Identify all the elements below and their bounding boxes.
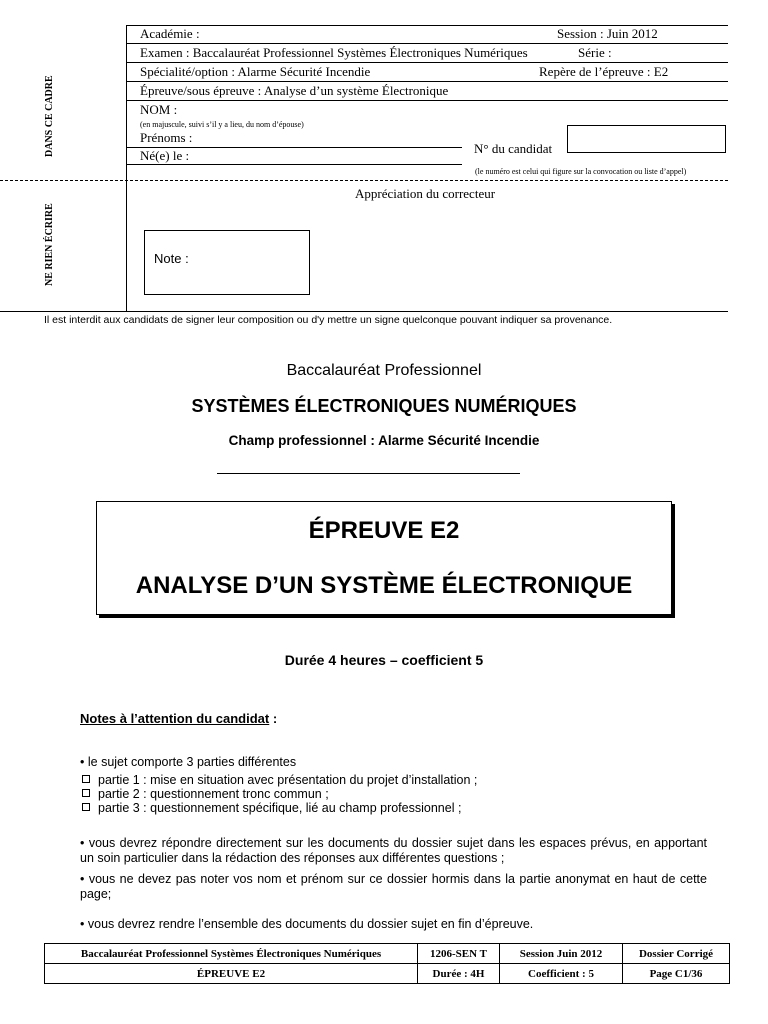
bullet-icon: • <box>80 755 85 769</box>
header-rule <box>126 81 728 82</box>
academie-label: Académie : <box>140 26 200 41</box>
prenoms-label: Prénoms : <box>140 130 193 145</box>
footer-table <box>44 943 730 984</box>
examen-label: Examen : Baccalauréat Professionnel Systèmes Électroniques Numériques <box>140 45 528 60</box>
cut-line <box>0 180 728 181</box>
margin-vertical-line <box>126 25 127 311</box>
epreuve-label: Épreuve/sous épreuve : Analyse d’un système Électronique <box>140 83 449 98</box>
candidat-label: N° du candidat <box>474 141 553 156</box>
partie-text: partie 1 : mise en situation avec présentation du projet d’installation ; <box>98 773 478 787</box>
ne-le-label: Né(e) le : <box>140 148 190 163</box>
partie-item <box>82 787 329 801</box>
partie-item <box>82 801 461 815</box>
notes-intro <box>80 755 296 769</box>
partie-text: partie 3 : questionnement spécifique, lié au champ professionnel ; <box>98 801 462 815</box>
candidat-hint: (le numéro est celui qui figure sur la convocation ou liste d’appel) <box>475 167 687 176</box>
notes-intro-text: le sujet comporte 3 parties différentes <box>87 755 297 769</box>
checkbox-square-icon <box>82 803 90 811</box>
footer-dossier: Dossier Corrigé <box>623 944 730 964</box>
checkbox-square-icon <box>82 775 90 783</box>
note-box <box>144 230 310 295</box>
note-label: Note : <box>154 251 189 266</box>
epreuve-title-box <box>96 501 672 615</box>
footer-coefficient: Coefficient : 5 <box>500 964 623 984</box>
footer-row <box>45 964 730 984</box>
bullet-icon: • <box>80 872 85 886</box>
epreuve-name: ANALYSE D’UN SYSTÈME ÉLECTRONIQUE <box>135 572 633 599</box>
footer-epreuve: ÉPREUVE E2 <box>45 964 418 984</box>
instruction-paragraph <box>80 917 707 932</box>
side-label-top: DANS CE CADRE <box>44 75 55 157</box>
field-title: Champ professionnel : Alarme Sécurité Incendie <box>228 433 540 448</box>
repere-label: Repère de l’épreuve : E2 <box>539 64 669 79</box>
epreuve-code: ÉPREUVE E2 <box>308 517 460 544</box>
serie-label: Série : <box>578 45 612 60</box>
session-label: Session : Juin 2012 <box>557 26 658 41</box>
candidat-number-field <box>567 125 726 153</box>
instruction-paragraph <box>80 872 707 902</box>
header-rule <box>0 311 728 312</box>
instruction-text: vous ne devez pas noter vos nom et prénom sur ce dossier hormis dans la partie anonymat en haut de cette page; <box>80 872 707 901</box>
nom-label: NOM : <box>140 102 178 117</box>
notes-heading-text: Notes à l’attention du candidat <box>80 711 270 726</box>
header-rule <box>126 43 728 44</box>
footer-row <box>45 944 730 964</box>
appreciation-label: Appréciation du correcteur <box>355 186 496 201</box>
instruction-text: vous devrez rendre l’ensemble des documents du dossier sujet en fin d’épreuve. <box>87 917 534 931</box>
bullet-icon: • <box>80 836 85 850</box>
notes-heading-colon: : <box>269 711 278 726</box>
checkbox-square-icon <box>82 789 90 797</box>
interdit-notice: Il est interdit aux candidats de signer leur composition ou d'y mettre un signe quelconque pouvant indiquer sa provenance. <box>44 314 613 326</box>
specialty-title: SYSTÈMES ÉLECTRONIQUES NUMÉRIQUES <box>191 396 577 416</box>
footer-session: Session Juin 2012 <box>500 944 623 964</box>
side-label-bottom: NE RIEN ÉCRIRE <box>44 203 55 286</box>
header-rule <box>126 62 728 63</box>
footer-page: Page C1/36 <box>623 964 730 984</box>
notes-heading <box>80 712 277 726</box>
specialite-label: Spécialité/option : Alarme Sécurité Incendie <box>140 64 371 79</box>
duree-coefficient: Durée 4 heures – coefficient 5 <box>284 652 484 668</box>
partie-item <box>82 773 477 787</box>
nom-hint: (en majuscule, suivi s’il y a lieu, du nom d’épouse) <box>140 120 304 129</box>
title-underline <box>217 473 520 474</box>
partie-text: partie 2 : questionnement tronc commun ; <box>98 787 329 801</box>
instruction-paragraph <box>80 836 707 866</box>
footer-diploma: Baccalauréat Professionnel Systèmes Électroniques Numériques <box>45 944 418 964</box>
diploma-title: Baccalauréat Professionnel <box>286 362 482 379</box>
header-rule <box>126 164 462 165</box>
instruction-text: vous devrez répondre directement sur les documents du dossier sujet dans les espaces prévus, en apportant un soin particulier dans la rédaction des réponses aux différentes questions ; <box>80 836 707 865</box>
footer-duree: Durée : 4H <box>418 964 500 984</box>
header-rule <box>126 100 728 101</box>
footer-code: 1206-SEN T <box>418 944 500 964</box>
bullet-icon: • <box>80 917 85 931</box>
